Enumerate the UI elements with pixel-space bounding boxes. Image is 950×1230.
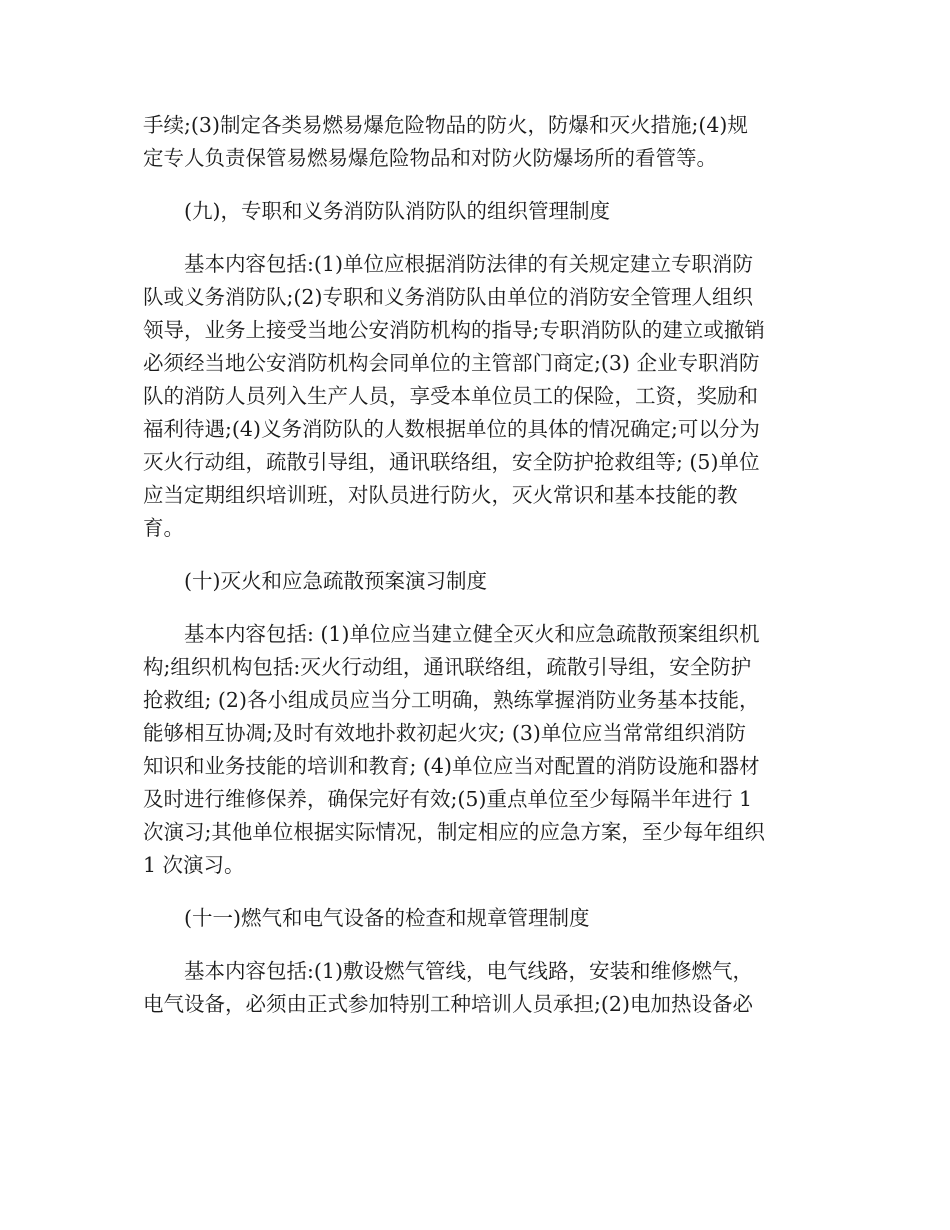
text-line: 能够相互协凋;及时有效地扑救初起火灾; (3)单位应当常常组织消防 xyxy=(143,721,746,745)
text-line: 必须经当地公安消防机构会同单位的主管部门商定;(3) 企业专职消防 xyxy=(143,351,760,375)
text-line: 定专人负责保管易燃易爆危险物品和对防火防爆场所的看管等。 xyxy=(143,146,717,170)
text-line: 福利待遇;(4)义务消防队的人数根据单位的具体的情况确定;可以分为 xyxy=(143,417,760,441)
paragraph-section-10 xyxy=(143,618,807,882)
text-line: 队的消防人员列入生产人员，享受本单位员工的保险，工资，奖励和 xyxy=(143,384,758,408)
text-line: 构;组织机构包括:灭火行动组，通讯联络组，疏散引导组，安全防护 xyxy=(143,655,752,679)
text-line: 及时进行维修保养，确保完好有效;(5)重点单位至少每隔半年进行 1 xyxy=(143,787,753,811)
text-line: 知识和业务技能的培训和教育; (4)单位应当对配置的消防设施和器材 xyxy=(143,754,760,778)
section-heading-9 xyxy=(143,195,807,228)
heading-text: (九)，专职和义务消防队消防队的组织管理制度 xyxy=(184,199,610,223)
paragraph-section-11 xyxy=(143,955,807,1021)
text-line: 基本内容包括: (1)单位应当建立健全灭火和应急疏散预案组织机 xyxy=(184,622,760,646)
text-line: 1 次演习。 xyxy=(143,853,245,877)
paragraph-continuation xyxy=(143,109,807,175)
text-line: 次演习;其他单位根据实际情况，制定相应的应急方案，至少每年组织 xyxy=(143,820,765,844)
section-heading-10 xyxy=(143,565,807,598)
text-line: 应当定期组织培训班，对队员进行防火，灭火常识和基本技能的教 xyxy=(143,483,738,507)
paragraph-section-9 xyxy=(143,248,807,545)
text-line: 灭火行动组，疏散引导组，通讯联络组，安全防护抢救组等; (5)单位 xyxy=(143,450,760,474)
text-line: 领导，业务上接受当地公安消防机构的指导;专职消防队的建立或撤销 xyxy=(143,318,765,342)
text-line: 基本内容包括:(1)敷设燃气管线，电气线路，安装和维修燃气， xyxy=(184,959,753,983)
heading-text: (十一)燃气和电气设备的检查和规章管理制度 xyxy=(184,906,590,930)
text-line: 队或义务消防队;(2)专职和义务消防队由单位的消防安全管理人组织 xyxy=(143,285,753,309)
text-line: 抢救组; (2)各小组成员应当分工明确，熟练掌握消防业务基本技能， xyxy=(143,688,760,712)
text-line: 电气设备，必须由正式参加特别工种培训人员承担;(2)电加热设备必 xyxy=(143,992,753,1016)
text-line: 手续;(3)制定各类易燃易爆危险物品的防火，防爆和灭火措施;(4)规 xyxy=(143,113,748,137)
text-line: 育。 xyxy=(143,516,184,540)
text-line: 基本内容包括:(1)单位应根据消防法律的有关规定建立专职消防 xyxy=(184,252,753,276)
heading-text: (十)灭火和应急疏散预案演习制度 xyxy=(184,569,487,593)
section-heading-11 xyxy=(143,902,807,935)
